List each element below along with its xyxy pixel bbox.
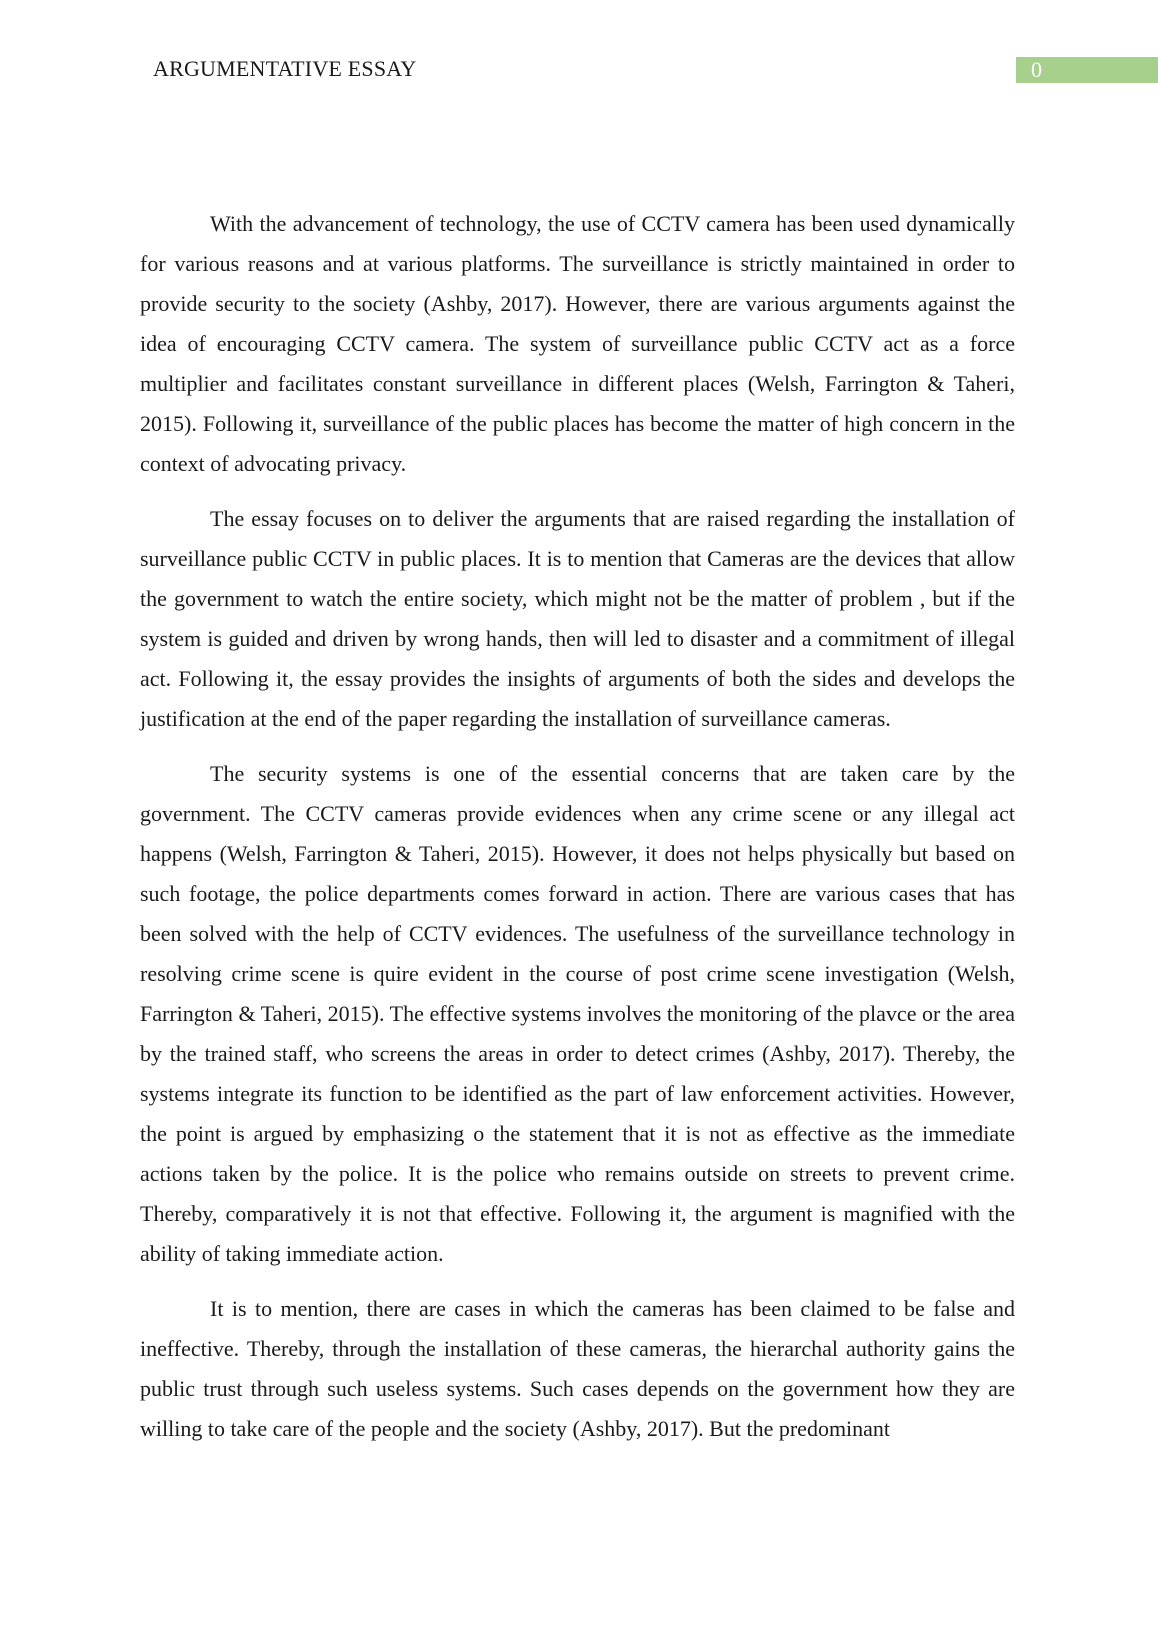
paragraph-security-systems: The security systems is one of the essential concerns that are taken care by the government. The CCTV cameras provide evidences when any crime scene or any illegal act happens (Welsh, Farrington & Taheri, 2015). However, it does not helps physically but based on such footage, the police departments comes forward in action. There are various cases that has been solved with the help of CCTV evidences. The usefulness of the surveillance technology in resolving crime scene is quire evident in the course of post crime scene investigation (Welsh, Farrington & Taheri, 2015). The effective systems involves the monitoring of the plavce or the area by the trained staff, who screens the areas in order to detect crimes (Ashby, 2017). Thereby, the systems integrate its function to be identified as the part of law enforcement activities. However, the point is argued by emphasizing o the statement that it is not as effective as the immediate actions taken by the police. It is the police who remains outside on streets to prevent crime. Thereby, comparatively it is not that effective. Following it, the argument is magnified with the ability of taking immediate action. (140, 761, 1015, 1266)
essay-body (140, 204, 1015, 1464)
paragraph-false-cameras: It is to mention, there are cases in which the cameras has been claimed to be false and ineffective. Thereby, through the installation of these cameras, the hierarchal authority gains the public trust through such useless systems. Such cases depends on the government how they are willing to take care of the people and the society (Ashby, 2017). But the predominant (140, 1296, 1015, 1441)
running-head: ARGUMENTATIVE ESSAY (153, 56, 417, 81)
paragraph-intro: With the advancement of technology, the use of CCTV camera has been used dynamically for various reasons and at various platforms. The surveillance is strictly maintained in order to provide security to the society (Ashby, 2017). However, there are various arguments against the idea of encouraging CCTV camera. The system of surveillance public CCTV act as a force multiplier and facilitates constant surveillance in different places (Welsh, Farrington & Taheri, 2015). Following it, surveillance of the public places has become the matter of high concern in the context of advocating privacy. (140, 211, 1015, 476)
paragraph-essay-focus: The essay focuses on to deliver the arguments that are raised regarding the installation of surveillance public CCTV in public places. It is to mention that Cameras are the devices that allow the government to watch the entire society, which might not be the matter of problem , but if the system is guided and driven by wrong hands, then will led to disaster and a commitment of illegal act. Following it, the essay provides the insights of arguments of both the sides and develops the justification at the end of the paper regarding the installation of surveillance cameras. (140, 506, 1015, 731)
page-number-badge: 0 (1016, 57, 1158, 83)
